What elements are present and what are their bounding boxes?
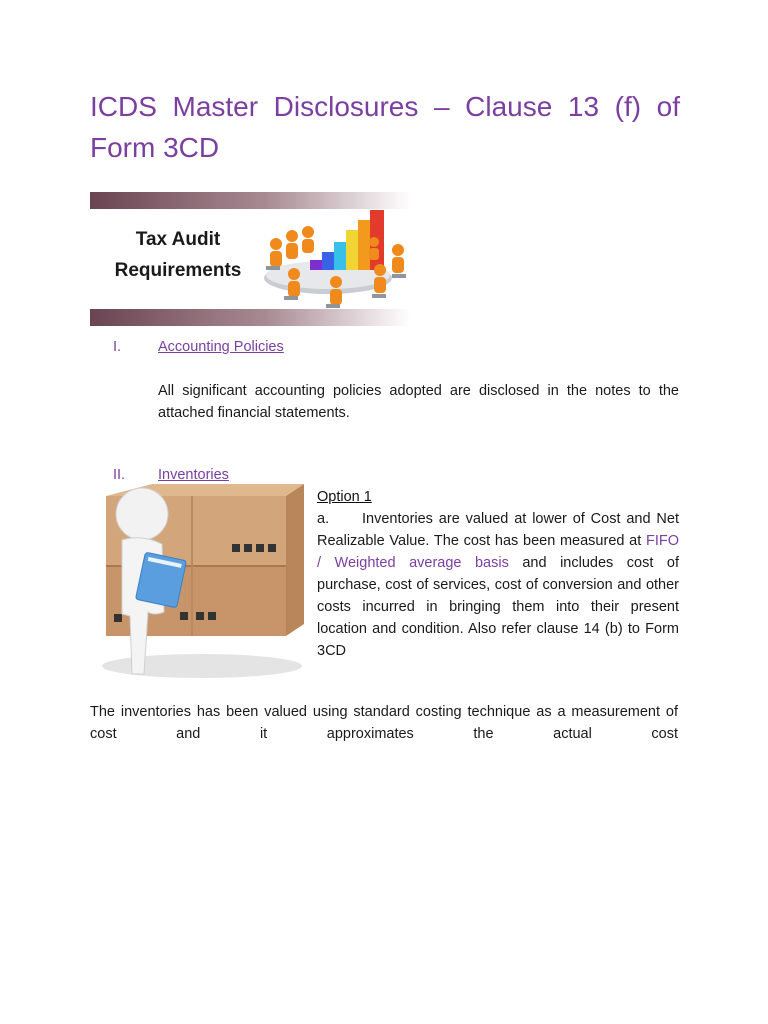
banner-band-top bbox=[90, 192, 410, 209]
section-2-heading-link[interactable]: Inventories bbox=[158, 467, 229, 483]
item-letter: a. bbox=[317, 511, 330, 527]
standard-costing-paragraph: The inventories has been valued using standard costing technique as a measurement of cost and it approximates the actual cost bbox=[90, 704, 678, 742]
figure-with-clipboard-and-boxes-icon bbox=[92, 484, 304, 684]
banner-text bbox=[90, 224, 266, 286]
inventories-valuation-text bbox=[317, 508, 679, 662]
inventories-text-part-1: Inventories are valued at lower of Cost and Net Realizable Value. The cost has been measured at bbox=[317, 511, 679, 549]
valuation-basis-highlight: FIFO / Weighted average basis bbox=[317, 533, 679, 571]
section-1-heading-link[interactable]: Accounting Policies bbox=[158, 339, 284, 355]
banner-line-1: Tax Audit bbox=[135, 229, 221, 250]
meeting-table-bar-chart-icon bbox=[258, 208, 410, 310]
tax-audit-banner bbox=[90, 192, 410, 326]
banner-band-bottom bbox=[90, 309, 410, 326]
banner-line-2: Requirements bbox=[114, 260, 242, 281]
section-1-numeral: I. bbox=[113, 339, 122, 355]
clause-reference: clause 14 (b) to Form 3CD bbox=[317, 621, 679, 659]
page-title: ICDS Master Disclosures – Clause 13 (f) of Form 3CD bbox=[90, 91, 680, 163]
option-1-label: Option 1 bbox=[317, 489, 372, 505]
inventories-text-part-2: and includes cost of purchase, cost of services, cost of conversion and other costs incurred in bringing them into their present location and condition. Also refer bbox=[317, 555, 680, 637]
section-2-numeral: II. bbox=[113, 467, 126, 483]
section-1-body: All significant accounting policies adopted are disclosed in the notes to the attached financial statements. bbox=[158, 383, 679, 421]
